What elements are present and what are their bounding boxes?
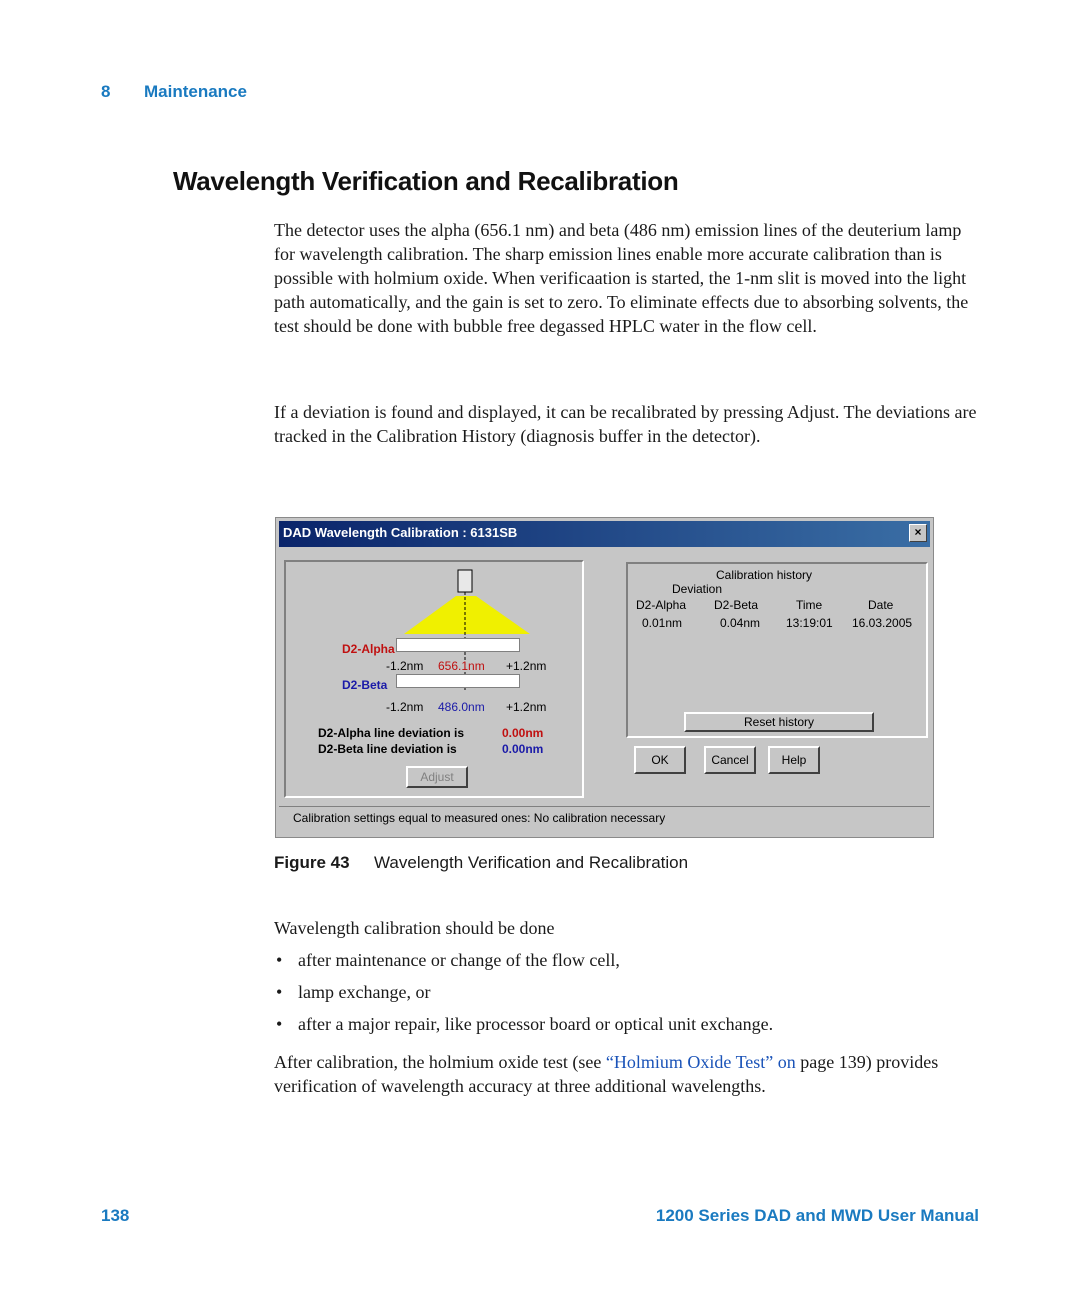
calibration-panel — [284, 560, 584, 798]
help-button[interactable]: Help — [768, 746, 820, 774]
dialog-title: DAD Wavelength Calibration : 6131SB — [283, 525, 518, 540]
history-header-beta: D2-Beta — [714, 598, 759, 612]
lamp-icon — [458, 570, 472, 592]
chapter-number: 8 — [101, 82, 111, 101]
history-cell-beta: 0.04nm — [720, 616, 761, 630]
list-item — [274, 948, 773, 980]
list-item-text: after a major repair, like processor board or optical unit exchange. — [298, 1014, 774, 1034]
bullet-icon: • — [276, 950, 283, 970]
calibration-bullet-list — [274, 948, 773, 1044]
alpha-label: D2-Alpha — [342, 642, 395, 656]
beta-label: D2-Beta — [342, 678, 388, 692]
alpha-deviation-value: 0.00nm — [502, 726, 544, 740]
figure-dialog — [275, 517, 934, 838]
ok-button[interactable]: OK — [634, 746, 686, 774]
chapter-title: Maintenance — [144, 82, 247, 101]
cancel-button[interactable]: Cancel — [704, 746, 756, 774]
status-text: Calibration settings equal to measured ones: No calibration necessary — [293, 811, 666, 825]
calibration-history-panel — [626, 562, 928, 738]
dialog-titlebar — [279, 521, 930, 547]
list-item-text: after maintenance or change of the flow cell, — [298, 950, 620, 970]
manual-title: 1200 Series DAD and MWD User Manual — [655, 1206, 979, 1225]
history-cell-alpha: 0.01nm — [642, 616, 683, 630]
list-item — [274, 1012, 773, 1044]
reset-history-button[interactable]: Reset history — [684, 712, 874, 732]
alpha-minus: -1.2nm — [386, 659, 424, 673]
status-bar — [279, 806, 930, 833]
adjust-button[interactable]: Adjust — [406, 766, 468, 788]
bullet-icon: • — [276, 1014, 283, 1034]
p4-text-before: After calibration, the holmium oxide test (see — [274, 1052, 606, 1072]
alpha-plus: +1.2nm — [506, 659, 547, 673]
beta-value: 486.0nm — [438, 700, 485, 714]
history-deviation-label: Deviation — [672, 582, 723, 596]
figure-label: Figure 43 — [274, 853, 350, 872]
p4-text-after: page 139) provides verification of wavelength accuracy at three additional wavelengths. — [274, 1052, 939, 1096]
section-title: Wavelength Verification and Recalibration — [173, 166, 679, 196]
list-item-text: lamp exchange, or — [298, 982, 431, 1002]
holmium-oxide-test-link[interactable]: “Holmium Oxide Test” on — [605, 1052, 796, 1072]
paragraph-calibration-when: Wavelength calibration should be done — [274, 918, 555, 938]
paragraph-intro: The detector uses the alpha (656.1 nm) and beta (486 nm) emission lines of the deuterium lamp for wavelength calibration. The sharp emission lines enable more accurate calibration than is possible with holmium oxide. When verificaation is started, the 1-nm slit is moved into the light path automatically, and the gain is set to zero. To eliminate effects due to absorbing solvents, the test should be done with bubble free degassed HPLC water in the flow cell. — [274, 220, 969, 336]
history-header-date: Date — [868, 598, 894, 612]
beta-deviation-label: D2-Beta line deviation is — [318, 742, 457, 756]
history-header-time: Time — [796, 598, 823, 612]
close-icon[interactable]: × — [909, 524, 927, 542]
alpha-value: 656.1nm — [438, 659, 485, 673]
beta-deviation-value: 0.00nm — [502, 742, 544, 756]
paragraph-after-calibration — [274, 1050, 984, 1098]
list-item — [274, 980, 773, 1012]
figure-caption: Wavelength Verification and Recalibration — [374, 853, 689, 872]
beta-minus: -1.2nm — [386, 700, 424, 714]
paragraph-deviation: If a deviation is found and displayed, it can be recalibrated by pressing Adjust. The deviations are tracked in the Calibration History (diagnosis buffer in the detector). — [274, 402, 977, 446]
page-number: 138 — [101, 1206, 130, 1225]
alpha-deviation-label: D2-Alpha line deviation is — [318, 726, 465, 740]
history-cell-date: 16.03.2005 — [852, 616, 913, 630]
history-title: Calibration history — [716, 568, 813, 582]
bullet-icon: • — [276, 982, 283, 1002]
beta-plus: +1.2nm — [506, 700, 547, 714]
light-cone — [404, 596, 530, 634]
alpha-scale — [396, 638, 520, 652]
beta-scale — [396, 674, 520, 688]
history-cell-time: 13:19:01 — [786, 616, 833, 630]
history-header-alpha: D2-Alpha — [636, 598, 687, 612]
